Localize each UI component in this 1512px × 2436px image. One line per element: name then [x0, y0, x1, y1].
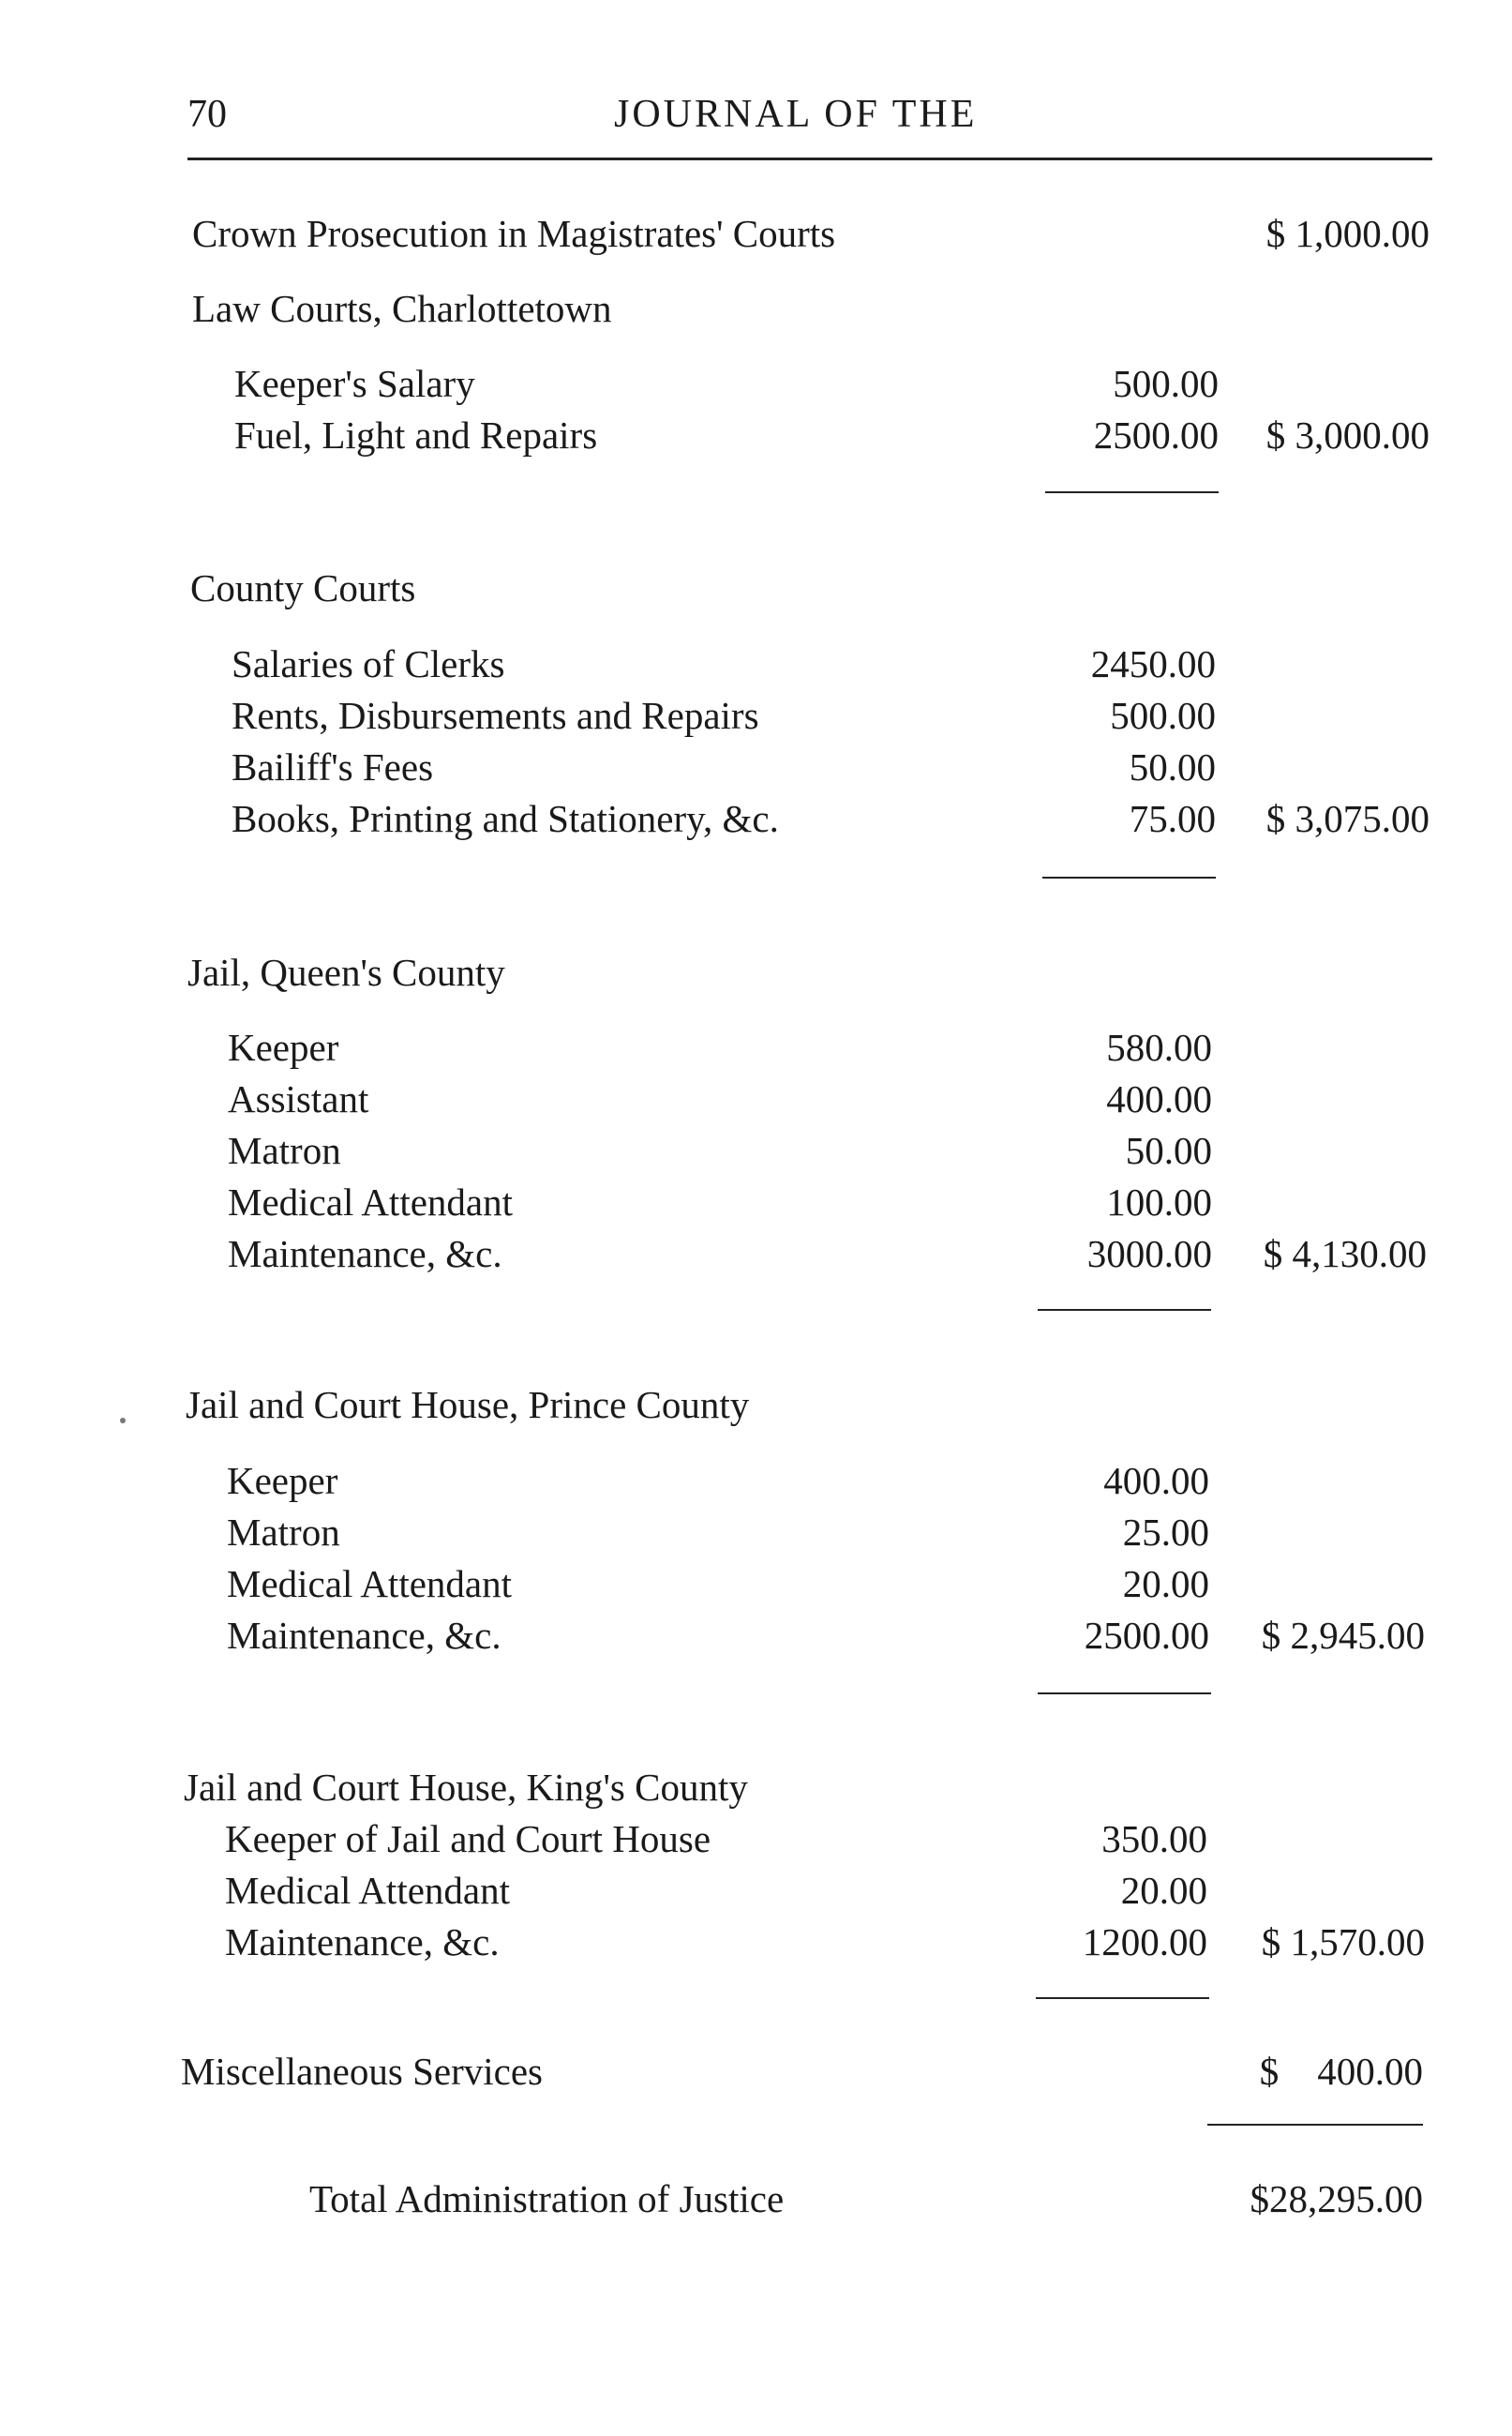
line-item-label: Maintenance, &c. — [227, 1614, 502, 1657]
line-item-amount: 20.00 — [1122, 1562, 1209, 1605]
line-item-amount: 50.00 — [1125, 1129, 1212, 1172]
line-item-amount: 350.00 — [1101, 1817, 1207, 1860]
subtotal-rule — [1038, 1309, 1211, 1311]
header-rule — [187, 158, 1432, 160]
line-item-label: Fuel, Light and Repairs — [234, 414, 598, 457]
page-speck — [120, 1418, 126, 1423]
line-item-label: Books, Printing and Stationery, &c. — [232, 797, 779, 840]
jail-kings-total: $ 1,570.00 — [1261, 1920, 1425, 1963]
line-item-amount: 500.00 — [1113, 362, 1219, 405]
line-item-amount: 2500.00 — [1084, 1614, 1209, 1657]
jail-kings-heading: Jail and Court House, King's County — [184, 1766, 748, 1809]
line-item-amount: 2450.00 — [1090, 642, 1216, 685]
line-item-label: Maintenance, &c. — [225, 1920, 500, 1963]
law-courts-total: $ 3,000.00 — [1265, 414, 1430, 457]
line-item-label: Medical Attendant — [228, 1180, 513, 1224]
line-item-amount: 50.00 — [1129, 745, 1216, 789]
county-courts-total: $ 3,075.00 — [1265, 797, 1430, 840]
grand-total-label: Total Administration of Justice — [309, 2177, 785, 2220]
line-item-label: Keeper — [227, 1459, 338, 1502]
line-item-amount: 75.00 — [1129, 797, 1216, 840]
running-title: JOURNAL OF THE — [614, 93, 978, 136]
crown-prosecution-total: $ 1,000.00 — [1265, 212, 1430, 255]
line-item-amount: 500.00 — [1110, 694, 1216, 737]
subtotal-rule — [1036, 1997, 1209, 1999]
line-item-amount: 2500.00 — [1093, 414, 1219, 457]
line-item-label: Keeper of Jail and Court House — [225, 1817, 711, 1860]
subtotal-rule — [1042, 877, 1216, 879]
grand-total-amount: $28,295.00 — [1250, 2177, 1423, 2220]
line-item-label: Keeper's Salary — [234, 362, 475, 405]
misc-services-total: $ 400.00 — [1259, 2050, 1423, 2093]
misc-services-label: Miscellaneous Services — [181, 2050, 543, 2093]
line-item-label: Matron — [227, 1511, 340, 1554]
line-item-label: Bailiff's Fees — [232, 745, 434, 789]
jail-queens-heading: Jail, Queen's County — [187, 951, 505, 994]
line-item-amount: 1200.00 — [1082, 1920, 1207, 1963]
line-item-label: Keeper — [228, 1026, 339, 1069]
line-item-amount: 100.00 — [1106, 1180, 1212, 1224]
page-header — [187, 92, 1434, 148]
total-rule — [1207, 2124, 1423, 2126]
jail-prince-total: $ 2,945.00 — [1261, 1614, 1425, 1657]
jail-queens-total: $ 4,130.00 — [1263, 1232, 1427, 1275]
law-courts-heading: Law Courts, Charlottetown — [192, 287, 612, 330]
subtotal-rule — [1045, 491, 1219, 493]
line-item-amount: 25.00 — [1122, 1511, 1209, 1554]
line-item-amount: 400.00 — [1103, 1459, 1209, 1502]
jail-prince-heading: Jail and Court House, Prince County — [186, 1383, 750, 1426]
line-item-amount: 580.00 — [1106, 1026, 1212, 1069]
line-item-amount: 20.00 — [1120, 1869, 1207, 1912]
page-number: 70 — [187, 93, 227, 136]
line-item-label: Medical Attendant — [227, 1562, 512, 1605]
line-item-label: Maintenance, &c. — [228, 1232, 502, 1275]
line-item-amount: 3000.00 — [1086, 1232, 1212, 1275]
line-item-label: Matron — [228, 1129, 341, 1172]
line-item-amount: 400.00 — [1106, 1077, 1212, 1120]
line-item-label: Medical Attendant — [225, 1869, 510, 1912]
line-item-label: Salaries of Clerks — [232, 642, 505, 685]
subtotal-rule — [1038, 1692, 1211, 1694]
line-item-label: Rents, Disbursements and Repairs — [232, 694, 759, 737]
crown-prosecution-label: Crown Prosecution in Magistrates' Courts — [192, 212, 836, 255]
line-item-label: Assistant — [228, 1077, 369, 1120]
county-courts-heading: County Courts — [190, 566, 416, 609]
